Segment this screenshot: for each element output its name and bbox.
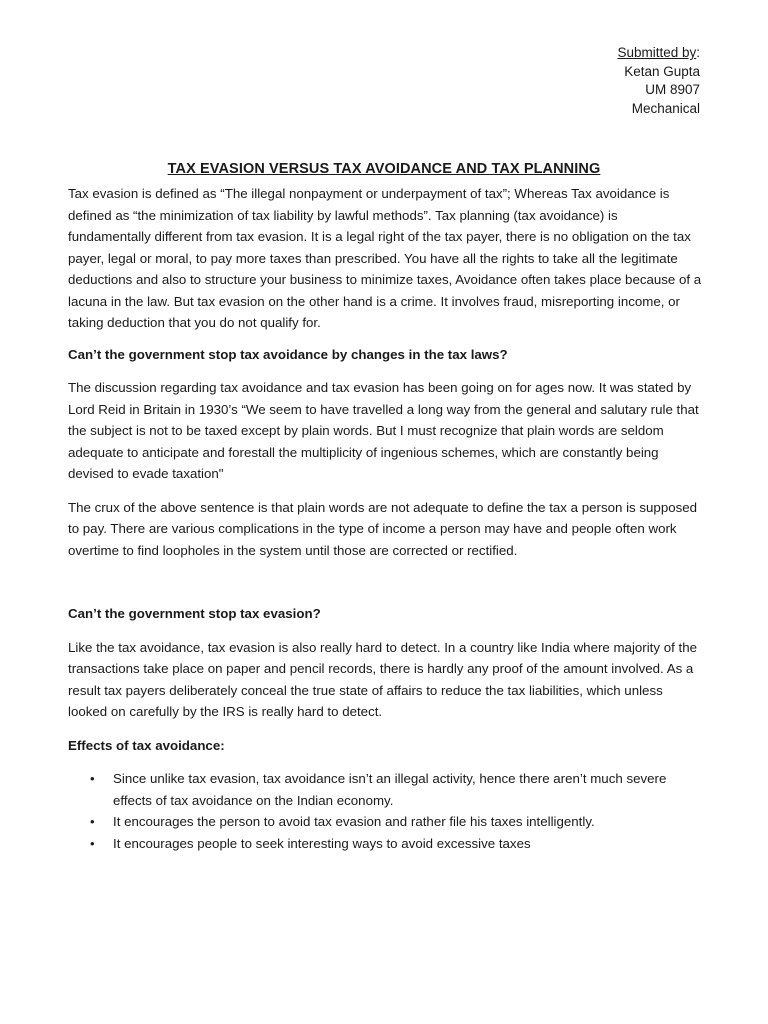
submitted-by-label-line [617, 44, 700, 63]
bullet-icon: • [90, 814, 95, 829]
list-item [68, 768, 702, 811]
paragraph-intro: Tax evasion is defined as “The illegal nonpayment or underpayment of tax”; Whereas Tax avoidance is defined as “the minimization of tax liability by lawful methods”. Tax planning (tax avoidance) is fundamentally different from tax evasion. It is a legal right of the tax payer, there is no obligation on the tax payer, legal or moral, to pay more taxes than prescribed. You have all the rights to take all the legitimate deductions and also to structure your business to minimize taxes, Avoidance often takes place because of a lacuna in the law. But tax evasion on the other hand is a crime. It involves fraud, misreporting income, or taking deduction that you do not qualify for. [68, 186, 702, 330]
paragraph-discussion: The discussion regarding tax avoidance and tax evasion has been going on for ages now. It was stated by Lord Reid in Britain in 1930’s “We seem to have travelled a long way from the general and salutary rule that the subject is not to be taxed except by plain words. But I must recognize that plain words are seldom adequate to anticipate and forestall the multiplicity of ingenious schemes, which are constantly being devised to evade taxation" [68, 380, 699, 481]
paragraph-evasion: Like the tax avoidance, tax evasion is also really hard to detect. In a country like India where majority of the transactions take place on paper and pencil records, there is hardly any proof of the amount involved. As a result tax payers deliberately conceal the true state of affairs to reduce the tax liabilities, which unless looked on carefully by the IRS is really hard to detect. [68, 639, 697, 719]
paragraph-crux: The crux of the above sentence is that plain words are not adequate to define the tax a person is supposed to pay. There are various complications in the type of income a person may have and people often work overtime to find loopholes in the system until those are corrected or rectified. [68, 499, 698, 558]
document-body [68, 183, 702, 854]
author-department: Mechanical [631, 100, 700, 116]
document-title: TAX EVASION VERSUS TAX AVOIDANCE AND TAX PLANNING [167, 161, 601, 177]
heading-avoidance-laws: Can’t the government stop tax avoidance by changes in the tax laws? [68, 346, 508, 362]
submitted-by-label: Submitted by [617, 45, 697, 60]
author-name: Ketan Gupta [624, 63, 700, 79]
list-item-text: It encourages the person to avoid tax evasion and rather file his taxes intelligently. [113, 814, 595, 829]
list-item-text: It encourages people to seek interesting ways to avoid excessive taxes [113, 835, 531, 851]
list-item [68, 833, 702, 855]
bullet-icon: • [90, 835, 95, 851]
heading-effects: Effects of tax avoidance: [68, 737, 225, 753]
effects-list [68, 768, 702, 854]
submitted-by-colon: : [696, 45, 700, 60]
bullet-icon: • [90, 771, 95, 786]
author-id: UM 8907 [645, 82, 700, 97]
list-item [68, 811, 702, 833]
list-item-text: Since unlike tax evasion, tax avoidance isn’t an illegal activity, hence there aren’t much severe effects of tax avoidance on the Indian economy. [113, 771, 667, 808]
heading-evasion: Can’t the government stop tax evasion? [68, 606, 321, 621]
submitted-by-block [617, 44, 700, 118]
